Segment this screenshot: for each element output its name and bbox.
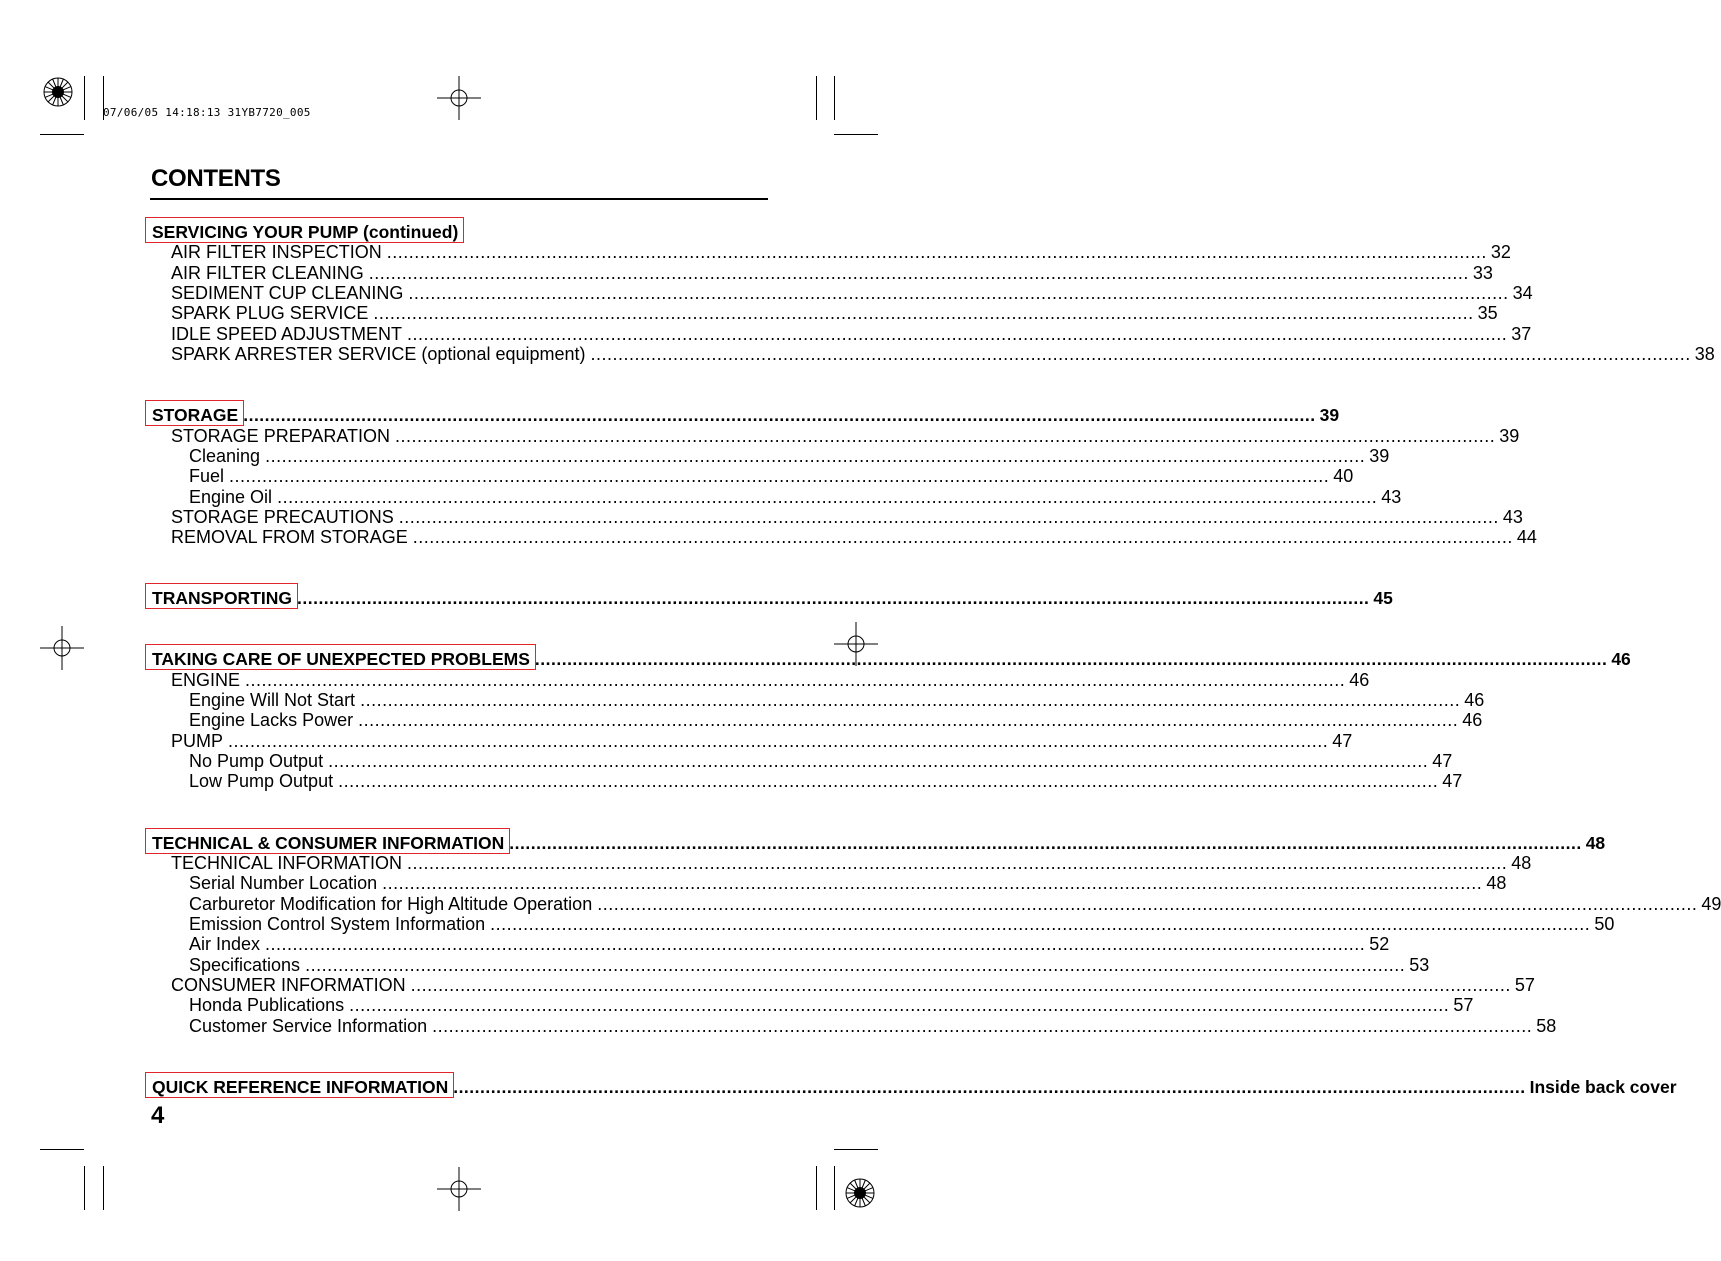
toc-page-ref: Inside back cover: [1529, 1076, 1677, 1097]
toc-page-ref: 46: [1464, 690, 1485, 711]
toc-entry: [171, 852, 1532, 874]
toc-entry-label: Air Index: [189, 934, 261, 955]
dot-leader: ........................................................................................................................................................................................................: [410, 974, 1511, 995]
dot-leader: ........................................................................................................................................................................................................: [245, 669, 1346, 690]
toc-section-title: QUICK REFERENCE INFORMATION: [152, 1076, 449, 1097]
toc-entry: [189, 690, 1485, 711]
toc-page-ref: 46: [1611, 649, 1631, 670]
toc-section-title: TAKING CARE OF UNEXPECTED PROBLEMS: [152, 649, 530, 670]
toc-entry-label: Specifications: [189, 954, 301, 975]
dot-leader: ........................................................................................................................................................................................................: [490, 913, 1591, 934]
page-title: CONTENTS: [151, 165, 281, 192]
dot-leader: ........................................................................................................................................................................................................: [590, 344, 1691, 365]
dot-leader: ........................................................................................................................................................................................................: [229, 466, 1330, 487]
toc-entry: [171, 506, 1523, 528]
toc-page-ref: 48: [1511, 852, 1532, 873]
toc-entry: [189, 751, 1453, 772]
print-slug: 07/06/05 14:18:13 31YB7720_005: [103, 106, 311, 119]
toc-page-ref: 48: [1585, 832, 1606, 853]
dot-leader: ........................................................................................................................................................................................................: [597, 893, 1698, 914]
dot-leader: ........................................................................................................................................................................................................: [382, 873, 1483, 894]
toc-entry-label: SEDIMENT CUP CLEANING: [171, 283, 404, 304]
section-highlight-box: [145, 1072, 454, 1098]
section-highlight-box: [145, 217, 464, 243]
dot-leader: ........................................................................................................................................................................................................: [368, 262, 1469, 283]
dot-leader: ........................................................................................................................................................................................................: [407, 323, 1508, 344]
toc-page-ref: 32: [1490, 242, 1511, 263]
toc-page-ref: 39: [1499, 425, 1520, 446]
dot-leader: ........................................................................................................................................................................................................: [265, 934, 1366, 955]
toc-entry: [171, 527, 1537, 548]
dot-leader: ........................................................................................................................................................................................................: [395, 425, 1496, 446]
dot-leader: ........................................................................................................................................................................................................: [386, 242, 1487, 263]
toc-entry: [189, 934, 1390, 955]
dot-leader: ........................................................................................................................................................................................................: [338, 771, 1439, 792]
dot-leader: ........................................................................................................................................................................................................: [277, 486, 1378, 507]
toc-entry-label: REMOVAL FROM STORAGE: [171, 527, 408, 548]
toc-page-ref: 44: [1516, 527, 1537, 548]
toc-entry-label: TECHNICAL INFORMATION: [171, 852, 403, 873]
toc-section-title: TECHNICAL & CONSUMER INFORMATION: [152, 832, 505, 853]
toc-entry: [189, 710, 1483, 731]
toc-page-ref: 50: [1594, 913, 1615, 934]
toc-page-ref: 46: [1462, 710, 1483, 731]
toc-page-ref: 43: [1502, 506, 1523, 527]
toc-page-ref: 53: [1409, 954, 1430, 975]
dot-leader: ........................................................................................................................................................................................................: [432, 1015, 1533, 1036]
toc-entry: [189, 893, 1721, 915]
dot-leader: ........................................................................................................................................................................................................: [265, 445, 1366, 466]
toc-page-ref: 40: [1333, 466, 1354, 487]
toc-entry: [171, 425, 1520, 447]
dot-leader: ........................................................................................................................................................................................................: [407, 852, 1508, 873]
toc-entry-label: STORAGE PREPARATION: [171, 425, 391, 446]
dot-leader: ........................................................................................................................................................................................................: [297, 588, 1370, 609]
toc-entry-label: AIR FILTER INSPECTION: [171, 242, 382, 263]
toc-entry-label: Engine Lacks Power: [189, 710, 354, 731]
toc-page-ref: 37: [1511, 323, 1532, 344]
dot-leader: ........................................................................................................................................................................................................: [373, 303, 1474, 324]
section-highlight-box: [145, 583, 298, 609]
section-highlight-box: [145, 400, 244, 426]
toc-entry-label: SPARK PLUG SERVICE: [171, 303, 369, 324]
toc-entry: [171, 669, 1370, 691]
toc-entry-label: Carburetor Modification for High Altitude Operation: [189, 893, 593, 914]
dot-leader: ........................................................................................................................................................................................................: [358, 710, 1459, 731]
toc-page-ref: 34: [1512, 283, 1533, 304]
dot-leader: ........................................................................................................................................................................................................: [360, 690, 1461, 711]
toc-page-ref: 33: [1472, 262, 1493, 283]
toc-entry: [189, 1015, 1557, 1037]
toc-entry-label: Serial Number Location: [189, 873, 378, 894]
toc-page-ref: 46: [1349, 669, 1370, 690]
dot-leader: ........................................................................................................................................................................................................: [408, 283, 1509, 304]
dot-leader: ........................................................................................................................................................................................................: [328, 751, 1429, 772]
toc-entry: [171, 242, 1511, 263]
toc-page-ref: 49: [1701, 893, 1721, 914]
toc-section-title: SERVICING YOUR PUMP (continued): [152, 222, 459, 242]
toc-entry: [171, 283, 1533, 304]
toc-entry: [189, 771, 1463, 792]
toc-page-ref: 39: [1369, 445, 1390, 466]
section-highlight-box: [145, 828, 510, 854]
toc-entry-label: Fuel: [189, 466, 225, 487]
toc-entry: [171, 262, 1493, 284]
toc-entry-label: No Pump Output: [189, 751, 324, 772]
toc-entry-label: Emission Control System Information: [189, 913, 486, 934]
dot-leader: ........................................................................................................................................................................................................: [349, 995, 1450, 1016]
toc-entry-label: Honda Publications: [189, 995, 345, 1016]
toc-page-ref: 35: [1477, 303, 1498, 324]
toc-entry: [171, 344, 1715, 365]
toc-entry-label: Low Pump Output: [189, 771, 334, 792]
toc-entry-label: Cleaning: [189, 445, 261, 466]
dot-leader: ........................................................................................................................................................................................................: [412, 527, 1513, 548]
dot-leader: ........................................................................................................................................................................................................: [305, 954, 1406, 975]
toc-entry: [171, 303, 1498, 324]
dot-leader: ........................................................................................................................................................................................................: [509, 832, 1582, 853]
toc-entry: [189, 466, 1354, 487]
toc-page-ref: 47: [1332, 730, 1353, 751]
page-number: 4: [151, 1102, 165, 1129]
toc-page-ref: 45: [1373, 588, 1393, 609]
toc-entry-label: Engine Oil: [189, 486, 273, 507]
toc-entry: [189, 954, 1430, 976]
toc-page-ref: 48: [1486, 873, 1507, 894]
toc-entry: [171, 323, 1532, 345]
toc-entry-label: PUMP: [171, 730, 224, 751]
dot-leader: ........................................................................................................................................................................................................: [243, 405, 1316, 426]
toc-page-ref: 57: [1453, 995, 1474, 1016]
toc-page-ref: 52: [1369, 934, 1390, 955]
toc-page-ref: 38: [1694, 344, 1715, 365]
toc-page-ref: 58: [1536, 1015, 1557, 1036]
section-highlight-box: [145, 644, 536, 670]
dot-leader: ........................................................................................................................................................................................................: [453, 1076, 1526, 1097]
toc-entry-label: AIR FILTER CLEANING: [171, 262, 364, 283]
toc-entry: [171, 730, 1353, 752]
dot-leader: ........................................................................................................................................................................................................: [398, 506, 1499, 527]
toc-section-title: TRANSPORTING: [152, 588, 292, 609]
toc-section-title: STORAGE: [152, 405, 239, 426]
toc-entry-label: SPARK ARRESTER SERVICE (optional equipment): [171, 344, 586, 365]
dot-leader: ........................................................................................................................................................................................................: [534, 649, 1608, 670]
toc-entry-label: IDLE SPEED ADJUSTMENT: [171, 323, 403, 344]
toc-entry: [189, 995, 1474, 1016]
toc-entry: [189, 486, 1402, 508]
toc-entry: [189, 445, 1390, 467]
toc-entry-label: CONSUMER INFORMATION: [171, 974, 406, 995]
toc-entry: [189, 913, 1615, 935]
toc-entry: [189, 873, 1507, 894]
toc-page-ref: 47: [1442, 771, 1463, 792]
toc-entry-label: Customer Service Information: [189, 1015, 428, 1036]
toc-page-ref: 43: [1381, 486, 1402, 507]
dot-leader: ........................................................................................................................................................................................................: [228, 730, 1329, 751]
toc-entry-label: Engine Will Not Start: [189, 690, 356, 711]
toc-entry-label: ENGINE: [171, 669, 241, 690]
toc-page-ref: 39: [1319, 405, 1340, 426]
toc-entry-label: STORAGE PRECAUTIONS: [171, 506, 394, 527]
toc-page-ref: 47: [1432, 751, 1453, 772]
toc-section-heading: [152, 405, 1340, 426]
toc-page-ref: 57: [1514, 974, 1535, 995]
toc-entry: [171, 974, 1535, 996]
